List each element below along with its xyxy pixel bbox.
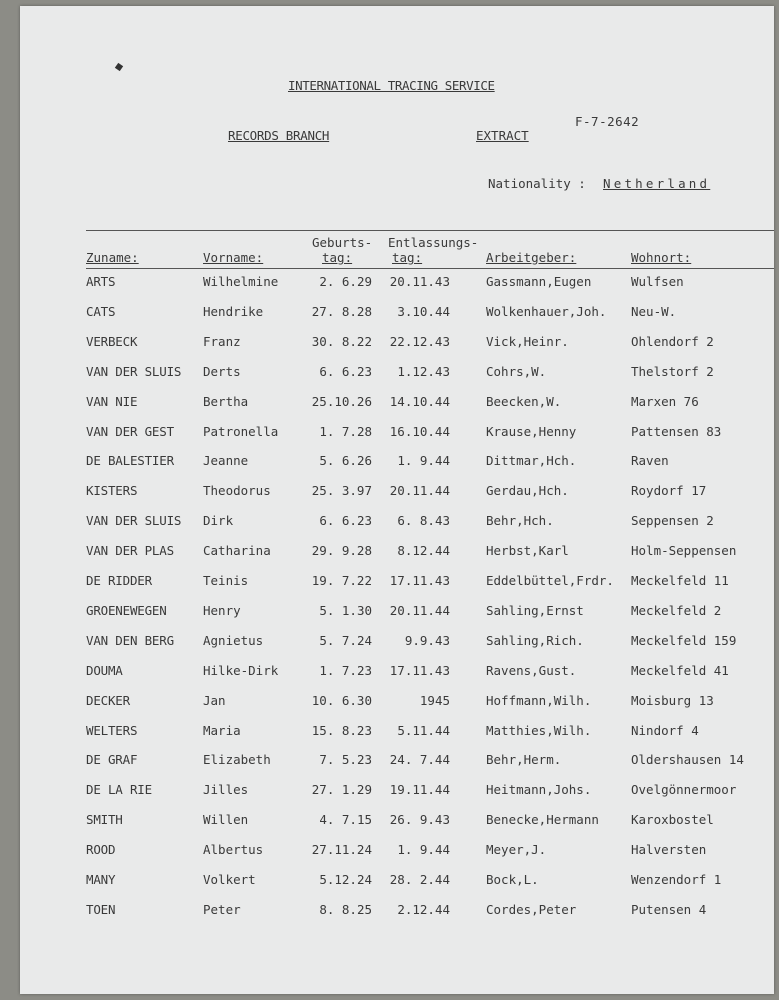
cell-employer: Dittmar,Hch. — [486, 453, 577, 468]
col-header-surname: Zuname: — [86, 250, 139, 265]
cell-birth-date: 1. 7.23 — [319, 663, 372, 678]
cell-release-date: 2.12.44 — [397, 902, 450, 917]
cell-employer: Krause,Henny — [486, 424, 577, 439]
cell-surname: VAN DER SLUIS — [86, 513, 182, 528]
cell-surname: SMITH — [86, 812, 123, 827]
cell-town: Thelstorf 2 — [631, 364, 714, 379]
cell-town: Seppensen 2 — [631, 513, 714, 528]
cell-town: Holm-Seppensen — [631, 543, 737, 558]
cell-employer: Gassmann,Eugen — [486, 274, 592, 289]
cell-town: Moisburg 13 — [631, 693, 714, 708]
cell-birth-date: 29. 9.28 — [311, 543, 372, 558]
cell-release-date: 17.11.43 — [389, 573, 450, 588]
cell-release-date: 9.9.43 — [404, 633, 450, 648]
cell-employer: Herbst,Karl — [486, 543, 569, 558]
col-header-dob-line1: Geburts- — [312, 235, 373, 250]
cell-birth-date: 27. 8.28 — [311, 304, 372, 319]
cell-birth-date: 5. 1.30 — [319, 603, 372, 618]
document-sheet — [20, 6, 774, 994]
cell-employer: Benecke,Hermann — [486, 812, 599, 827]
cell-firstname: Teinis — [203, 573, 249, 588]
cell-town: Pattensen 83 — [631, 424, 722, 439]
cell-employer: Ravens,Gust. — [486, 663, 577, 678]
cell-firstname: Derts — [203, 364, 241, 379]
cell-town: Roydorf 17 — [631, 483, 707, 498]
cell-town: Marxen 76 — [631, 394, 699, 409]
cell-birth-date: 30. 8.22 — [311, 334, 372, 349]
cell-release-date: 20.11.44 — [389, 603, 450, 618]
cell-birth-date: 25. 3.97 — [311, 483, 372, 498]
cell-release-date: 1.12.43 — [397, 364, 450, 379]
cell-firstname: Theodorus — [203, 483, 271, 498]
cell-release-date: 19.11.44 — [389, 782, 450, 797]
cell-surname: VAN DER GEST — [86, 424, 174, 439]
cell-firstname: Hilke-Dirk — [203, 663, 279, 678]
extract-label: EXTRACT — [476, 128, 529, 143]
cell-town: Wulfsen — [631, 274, 684, 289]
cell-release-date: 3.10.44 — [397, 304, 450, 319]
cell-release-date: 8.12.44 — [397, 543, 450, 558]
col-header-employer: Arbeitgeber: — [486, 250, 577, 265]
cell-employer: Cohrs,W. — [486, 364, 547, 379]
cell-release-date: 20.11.44 — [389, 483, 450, 498]
cell-release-date: 1. 9.44 — [397, 453, 450, 468]
cell-release-date: 16.10.44 — [389, 424, 450, 439]
cell-surname: VAN DEN BERG — [86, 633, 174, 648]
cell-release-date: 6. 8.43 — [397, 513, 450, 528]
cell-employer: Sahling,Rich. — [486, 633, 584, 648]
cell-surname: VAN DER PLAS — [86, 543, 174, 558]
cell-firstname: Peter — [203, 902, 241, 917]
table-top-rule — [86, 230, 774, 231]
reference-number: F-7-2642 — [575, 114, 640, 129]
cell-employer: Cordes,Peter — [486, 902, 577, 917]
col-header-release-line1: Entlassungs- — [388, 235, 479, 250]
cell-town: Meckelfeld 11 — [631, 573, 729, 588]
cell-birth-date: 1. 7.28 — [319, 424, 372, 439]
cell-surname: DOUMA — [86, 663, 123, 678]
cell-town: Oldershausen 14 — [631, 752, 744, 767]
cell-employer: Eddelbüttel,Frdr. — [486, 573, 614, 588]
cell-release-date: 17.11.43 — [389, 663, 450, 678]
col-header-firstname: Vorname: — [203, 250, 264, 265]
cell-employer: Behr,Herm. — [486, 752, 562, 767]
cell-firstname: Elizabeth — [203, 752, 271, 767]
cell-birth-date: 25.10.26 — [311, 394, 372, 409]
cell-surname: DE GRAF — [86, 752, 138, 767]
cell-firstname: Franz — [203, 334, 241, 349]
cell-town: Putensen 4 — [631, 902, 707, 917]
nationality-label: Nationality : — [488, 176, 586, 191]
cell-birth-date: 27.11.24 — [311, 842, 372, 857]
cell-firstname: Catharina — [203, 543, 271, 558]
cell-surname: MANY — [86, 872, 116, 887]
cell-surname: DE RIDDER — [86, 573, 152, 588]
cell-employer: Vick,Heinr. — [486, 334, 569, 349]
cell-surname: DE LA RIE — [86, 782, 152, 797]
cell-town: Ohlendorf 2 — [631, 334, 714, 349]
cell-release-date: 5.11.44 — [397, 723, 450, 738]
cell-birth-date: 5. 6.26 — [319, 453, 372, 468]
cell-employer: Beecken,W. — [486, 394, 562, 409]
cell-town: Ovelgönnermoor — [631, 782, 737, 797]
cell-town: Halversten — [631, 842, 707, 857]
cell-release-date: 22.12.43 — [389, 334, 450, 349]
cell-birth-date: 15. 8.23 — [311, 723, 372, 738]
cell-firstname: Henry — [203, 603, 241, 618]
cell-surname: DECKER — [86, 693, 130, 708]
col-header-release-line2: tag: — [392, 250, 423, 265]
cell-firstname: Maria — [203, 723, 241, 738]
cell-town: Karoxbostel — [631, 812, 714, 827]
cell-birth-date: 4. 7.15 — [319, 812, 372, 827]
cell-town: Meckelfeld 159 — [631, 633, 737, 648]
cell-birth-date: 5. 7.24 — [319, 633, 372, 648]
cell-employer: Heitmann,Johs. — [486, 782, 592, 797]
cell-town: Meckelfeld 2 — [631, 603, 722, 618]
cell-release-date: 24. 7.44 — [389, 752, 450, 767]
cell-release-date: 14.10.44 — [389, 394, 450, 409]
branch-label: RECORDS BRANCH — [228, 128, 330, 143]
cell-firstname: Patronella — [203, 424, 279, 439]
cell-surname: VERBECK — [86, 334, 138, 349]
cell-firstname: Willen — [203, 812, 249, 827]
cell-release-date: 1945 — [419, 693, 450, 708]
cell-employer: Hoffmann,Wilh. — [486, 693, 592, 708]
cell-surname: DE BALESTIER — [86, 453, 174, 468]
cell-employer: Wolkenhauer,Joh. — [486, 304, 607, 319]
cell-firstname: Albertus — [203, 842, 264, 857]
cell-firstname: Wilhelmine — [203, 274, 279, 289]
cell-surname: VAN DER SLUIS — [86, 364, 182, 379]
cell-surname: CATS — [86, 304, 116, 319]
col-header-town: Wohnort: — [631, 250, 692, 265]
cell-birth-date: 19. 7.22 — [311, 573, 372, 588]
cell-town: Nindorf 4 — [631, 723, 699, 738]
cell-birth-date: 2. 6.29 — [319, 274, 372, 289]
cell-birth-date: 6. 6.23 — [319, 513, 372, 528]
cell-firstname: Jan — [203, 693, 226, 708]
cell-birth-date: 6. 6.23 — [319, 364, 372, 379]
cell-surname: ROOD — [86, 842, 116, 857]
cell-birth-date: 5.12.24 — [319, 872, 372, 887]
cell-surname: WELTERS — [86, 723, 138, 738]
cell-employer: Gerdau,Hch. — [486, 483, 569, 498]
cell-town: Neu-W. — [631, 304, 677, 319]
cell-firstname: Agnietus — [203, 633, 264, 648]
cell-birth-date: 8. 8.25 — [319, 902, 372, 917]
cell-town: Wenzendorf 1 — [631, 872, 722, 887]
cell-birth-date: 27. 1.29 — [311, 782, 372, 797]
cell-release-date: 26. 9.43 — [389, 812, 450, 827]
col-header-dob-line2: tag: — [322, 250, 353, 265]
cell-surname: GROENEWEGEN — [86, 603, 167, 618]
cell-surname: VAN NIE — [86, 394, 138, 409]
cell-surname: KISTERS — [86, 483, 138, 498]
document-title: INTERNATIONAL TRACING SERVICE — [288, 78, 495, 93]
cell-birth-date: 7. 5.23 — [319, 752, 372, 767]
cell-release-date: 28. 2.44 — [389, 872, 450, 887]
cell-firstname: Dirk — [203, 513, 234, 528]
cell-surname: ARTS — [86, 274, 116, 289]
cell-firstname: Jilles — [203, 782, 249, 797]
nationality-value: Netherland — [603, 176, 711, 191]
cell-firstname: Jeanne — [203, 453, 249, 468]
cell-employer: Matthies,Wilh. — [486, 723, 592, 738]
cell-employer: Behr,Hch. — [486, 513, 554, 528]
cell-employer: Sahling,Ernst — [486, 603, 584, 618]
cell-town: Raven — [631, 453, 669, 468]
table-header-rule — [86, 268, 774, 269]
cell-birth-date: 10. 6.30 — [311, 693, 372, 708]
cell-release-date: 20.11.43 — [389, 274, 450, 289]
cell-firstname: Hendrike — [203, 304, 264, 319]
cell-employer: Meyer,J. — [486, 842, 547, 857]
cell-firstname: Bertha — [203, 394, 249, 409]
cell-surname: TOEN — [86, 902, 116, 917]
cell-release-date: 1. 9.44 — [397, 842, 450, 857]
cell-firstname: Volkert — [203, 872, 256, 887]
cell-employer: Bock,L. — [486, 872, 539, 887]
ink-mark — [115, 63, 123, 71]
cell-town: Meckelfeld 41 — [631, 663, 729, 678]
